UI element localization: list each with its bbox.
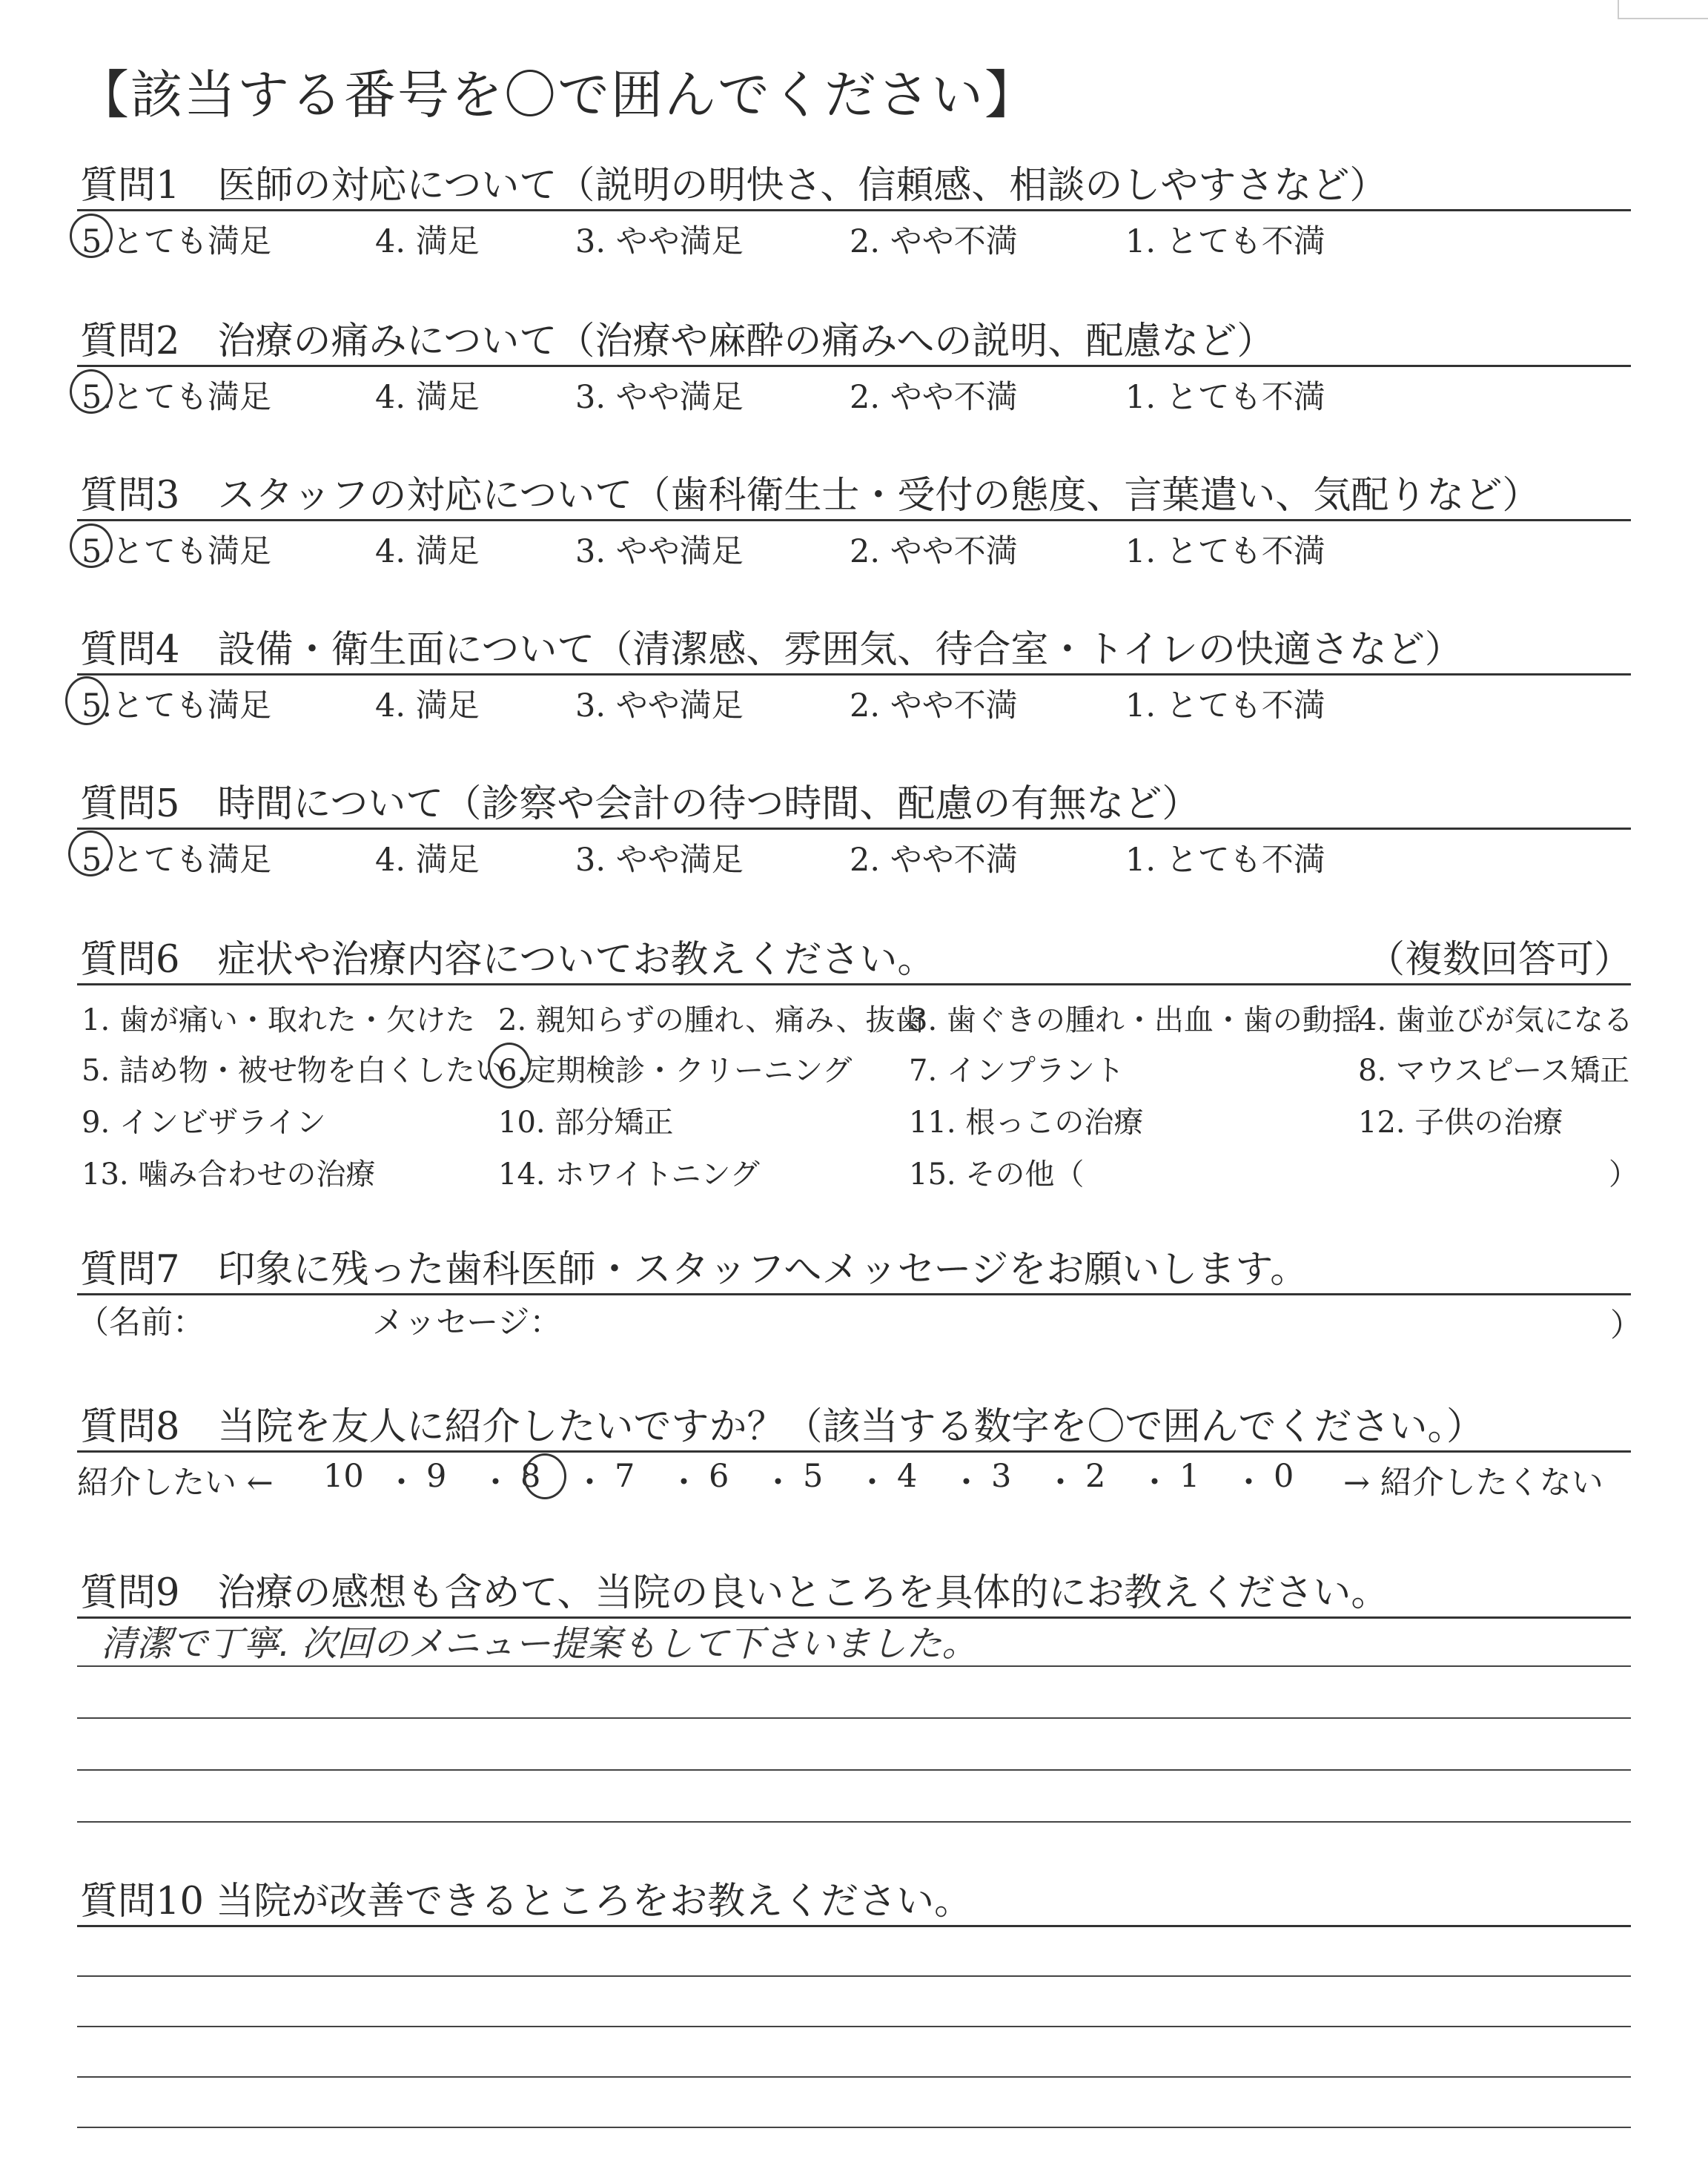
- q1-option-5[interactable]: 5.とても満足: [82, 223, 272, 260]
- q2-option-5[interactable]: 5.とても満足: [82, 379, 272, 416]
- q10-rule: [77, 1925, 1631, 1927]
- q6-option-5[interactable]: 5. 詰め物・被せ物を白くしたい: [82, 1054, 505, 1088]
- q2-option-4[interactable]: 4. 満足: [375, 379, 480, 416]
- q8-rule: [77, 1450, 1631, 1453]
- q6-option-11[interactable]: 11. 根っこの治療: [909, 1106, 1144, 1140]
- q6-heading: 質問6 症状や治療内容についてお教えください。: [80, 938, 936, 982]
- q1-selection-circle: [70, 214, 113, 258]
- q4-heading: 質問4 設備・衛生面について（清潔感、雰囲気、待合室・トイレの快適さなど）: [80, 628, 1463, 672]
- q8-scale-0[interactable]: 0: [1274, 1458, 1294, 1495]
- q10-heading: 質問10 当院が改善できるところをお教えください。: [80, 1880, 973, 1923]
- q6-multiple-note: （複数回答可）: [1367, 938, 1632, 982]
- q8-scale-9[interactable]: 9: [426, 1458, 447, 1495]
- q2-option-1[interactable]: 1. とても不満: [1125, 379, 1325, 416]
- q6-option-12[interactable]: 12. 子供の治療: [1358, 1106, 1563, 1140]
- q6-option-13[interactable]: 13. 噛み合わせの治療: [82, 1157, 376, 1192]
- q9-writing-line: [77, 1665, 1631, 1667]
- q6-option-6[interactable]: 6.定期検診・クリーニング: [498, 1054, 853, 1088]
- q8-scale-4[interactable]: 4: [897, 1458, 918, 1495]
- q5-option-5[interactable]: 5.とても満足: [82, 842, 272, 879]
- q6-option-10[interactable]: 10. 部分矯正: [498, 1106, 674, 1140]
- q6-option-14[interactable]: 14. ホワイトニング: [498, 1157, 760, 1192]
- q8-left-label: 紹介したい ←: [77, 1464, 274, 1502]
- q6-rule: [77, 983, 1631, 985]
- scan-corner-mark: [1618, 0, 1708, 19]
- q5-heading: 質問5 時間について（診察や会計の待つ時間、配慮の有無など）: [80, 782, 1200, 826]
- q1-option-1[interactable]: 1. とても不満: [1125, 223, 1325, 260]
- q4-option-4[interactable]: 4. 満足: [375, 687, 480, 724]
- q8-scale-separator: ・: [574, 1464, 606, 1502]
- q9-writing-line: [77, 1717, 1631, 1719]
- q1-heading: 質問1 医師の対応について（説明の明快さ、信頼感、相談のしやすさなど）: [80, 164, 1388, 208]
- q8-scale-8[interactable]: 8: [520, 1458, 541, 1495]
- q10-writing-line: [77, 2026, 1631, 2027]
- q7-rule: [77, 1293, 1631, 1295]
- q5-option-2[interactable]: 2. やや不満: [850, 842, 1018, 879]
- q1-option-2[interactable]: 2. やや不満: [850, 223, 1018, 260]
- q8-scale-6[interactable]: 6: [709, 1458, 729, 1495]
- q8-scale-separator: ・: [1233, 1464, 1265, 1502]
- q8-heading: 質問8 当院を友人に紹介したいですか？（該当する数字を〇で囲んでください。）: [80, 1405, 1484, 1449]
- q4-option-2[interactable]: 2. やや不満: [850, 687, 1018, 724]
- q8-scale-separator: ・: [668, 1464, 700, 1502]
- q4-option-3[interactable]: 3. やや満足: [575, 687, 744, 724]
- q8-scale-separator: ・: [1045, 1464, 1076, 1502]
- q9-heading: 質問9 治療の感想も含めて、当院の良いところを具体的にお教えください。: [80, 1571, 1389, 1615]
- q6-option-9[interactable]: 9. インビザライン: [82, 1106, 326, 1140]
- q7-close-paren: ）: [1610, 1307, 1642, 1344]
- q3-option-5[interactable]: 5.とても満足: [82, 533, 272, 570]
- q5-selection-circle: [68, 830, 113, 876]
- q3-option-2[interactable]: 2. やや不満: [850, 533, 1018, 570]
- q3-selection-circle: [70, 524, 113, 568]
- q9-writing-line: [77, 1821, 1631, 1823]
- q5-option-3[interactable]: 3. やや満足: [575, 842, 744, 879]
- q5-rule: [77, 828, 1631, 830]
- q1-option-4[interactable]: 4. 満足: [375, 223, 480, 260]
- q6-option-7[interactable]: 7. インプラント: [909, 1054, 1125, 1088]
- q7-name-label: （名前：: [77, 1304, 205, 1341]
- q2-option-3[interactable]: 3. やや満足: [575, 379, 744, 416]
- q9-writing-line: [77, 1769, 1631, 1771]
- q9-handwritten-answer[interactable]: 清潔で丁寧. 次回のメニュー提案もして下さいました。: [101, 1623, 978, 1665]
- q7-heading: 質問7 印象に残った歯科医師・スタッフへメッセージをお願いします。: [80, 1248, 1308, 1292]
- q8-scale-separator: ・: [480, 1464, 512, 1502]
- q8-scale-separator: ・: [856, 1464, 888, 1502]
- q3-heading: 質問3 スタッフの対応について（歯科衛生士・受付の態度、言葉遣い、気配りなど）: [80, 474, 1540, 518]
- q7-message-label: メッセージ：: [372, 1304, 562, 1341]
- q6-other-close: ）: [1609, 1157, 1638, 1192]
- q3-option-3[interactable]: 3. やや満足: [575, 533, 744, 570]
- q1-rule: [77, 209, 1631, 211]
- page-title: 【該当する番号を〇で囲んでください】: [77, 65, 1038, 125]
- q8-scale-separator: ・: [385, 1464, 417, 1502]
- q3-rule: [77, 519, 1631, 521]
- q10-writing-line: [77, 2076, 1631, 2078]
- q8-scale-separator: ・: [950, 1464, 982, 1502]
- q5-option-1[interactable]: 1. とても不満: [1125, 842, 1325, 879]
- q8-scale-separator: ・: [762, 1464, 794, 1502]
- q2-selection-circle: [70, 369, 113, 414]
- q8-right-label: → 紹介したくない: [1343, 1464, 1603, 1502]
- q6-selection-circle: [488, 1043, 531, 1089]
- q8-scale-10[interactable]: 10: [323, 1458, 364, 1495]
- q8-selection-circle: [523, 1453, 566, 1499]
- q6-option-4[interactable]: 4. 歯並びが気になる: [1358, 1003, 1633, 1037]
- q8-scale-separator: ・: [1139, 1464, 1171, 1502]
- q8-scale-5[interactable]: 5: [803, 1458, 824, 1495]
- q6-option-8[interactable]: 8. マウスピース矯正: [1358, 1054, 1630, 1088]
- q2-heading: 質問2 治療の痛みについて（治療や麻酔の痛みへの説明、配慮など）: [80, 320, 1275, 363]
- q4-rule: [77, 673, 1631, 676]
- q8-scale-7[interactable]: 7: [615, 1458, 635, 1495]
- q6-option-3[interactable]: 3. 歯ぐきの腫れ・出血・歯の動揺: [909, 1003, 1362, 1037]
- q4-option-1[interactable]: 1. とても不満: [1125, 687, 1325, 724]
- q8-scale-1[interactable]: 1: [1179, 1458, 1200, 1495]
- q1-option-3[interactable]: 3. やや満足: [575, 223, 744, 260]
- q6-option-2[interactable]: 2. 親知らずの腫れ、痛み、抜歯: [498, 1003, 925, 1037]
- q10-writing-line: [77, 1975, 1631, 1977]
- q4-selection-circle: [65, 676, 108, 725]
- q2-rule: [77, 365, 1631, 367]
- q8-scale-2[interactable]: 2: [1085, 1458, 1106, 1495]
- q5-option-4[interactable]: 4. 満足: [375, 842, 480, 879]
- q6-option-1[interactable]: 1. 歯が痛い・取れた・欠けた: [82, 1003, 475, 1037]
- q10-writing-line: [77, 2127, 1631, 2128]
- q3-option-1[interactable]: 1. とても不満: [1125, 533, 1325, 570]
- q4-option-5[interactable]: 5.とても満足: [82, 687, 272, 724]
- q6-option-15[interactable]: 15. その他（: [909, 1157, 1085, 1192]
- q8-scale-3[interactable]: 3: [991, 1458, 1012, 1495]
- q3-option-4[interactable]: 4. 満足: [375, 533, 480, 570]
- q2-option-2[interactable]: 2. やや不満: [850, 379, 1018, 416]
